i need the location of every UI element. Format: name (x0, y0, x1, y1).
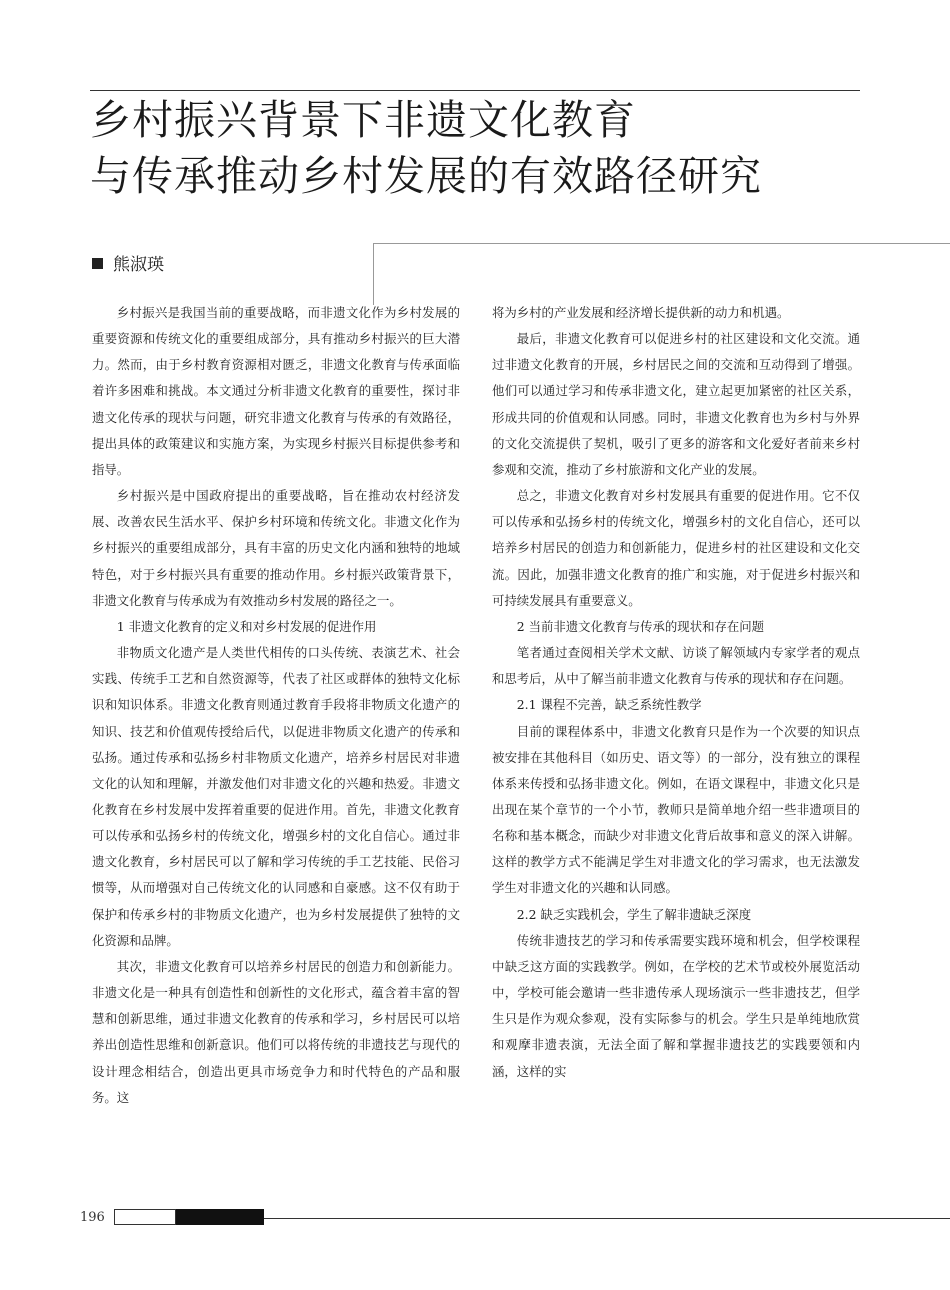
paragraph: 乡村振兴是我国当前的重要战略，而非遗文化作为乡村发展的重要资源和传统文化的重要组成部分，具有推动乡村振兴的巨大潜力。然而，由于乡村教育资源相对匮乏，非遗文化教育与传承面临着许多困难和挑战。本文通过分析非遗文化教育的重要性，探讨非遗文化传承的现状与问题，研究非遗文化教育与传承的有效路径，提出具体的政策建议和实施方案，为实现乡村振兴目标提供参考和指导。 (92, 305, 460, 477)
paragraph: 传统非遗技艺的学习和传承需要实践环境和机会，但学校课程中缺乏这方面的实践教学。例如，在学校的艺术节或校外展览活动中，学校可能会邀请一些非遗传承人现场演示一些非遗技艺，但学生只是作为观众参观，没有实际参与的机会。学生只是单纯地欣赏和观摩非遗表演，无法全面了解和掌握非遗技艺的实践要领和内涵，这样的实 (492, 932, 860, 1079)
paragraph: 最后，非遗文化教育可以促进乡村的社区建设和文化交流。通过非遗文化教育的开展，乡村居民之间的交流和互动得到了增强。他们可以通过学习和传承非遗文化，建立起更加紧密的社区关系，形成共同的价值观和认同感。同时，非遗文化教育也为乡村与外界的文化交流提供了契机，吸引了更多的游客和文化爱好者前来乡村参观和交流，推动了乡村旅游和文化产业的发展。 (492, 331, 860, 477)
page-number: 196 (80, 1210, 105, 1225)
title-line-2: 与传承推动乡村发展的有效路径研究 (90, 152, 762, 200)
paragraph: 其次，非遗文化教育可以培养乡村居民的创造力和创新能力。非遗文化是一种具有创造性和创新性的文化形式，蕴含着丰富的智慧和创新思维，通过非遗文化教育的传承和学习，乡村居民可以培养出创造性思维和创新意识。他们可以将传统的非遗技艺与现代的设计理念相结合，创造出更具市场竞争力和时代特色的产品和服务。这 (92, 958, 460, 1105)
paragraph: 目前的课程体系中，非遗文化教育只是作为一个次要的知识点被安排在其他科目（如历史、语文等）的一部分，没有独立的课程体系来传授和弘扬非遗文化。例如，在语文课程中，非遗文化只是出现在某个章节的一个小节，教师只是简单地介绍一些非遗项目的名称和基本概念，而缺少对非遗文化背后故事和意义的深入讲解。这样的教学方式不能满足学生对非遗文化的学习需求，也无法激发学生对非遗文化的兴趣和认同感。 (492, 723, 860, 896)
left-column (92, 300, 460, 1111)
paragraph: 笔者通过查阅相关学术文献、访谈了解领域内专家学者的观点和思考后，从中了解当前非遗文化教育与传承的现状和存在问题。 (492, 645, 860, 687)
section-heading: 2 当前非遗文化教育与传承的现状和存在问题 (516, 618, 765, 634)
subsection-heading: 2.1 课程不完善，缺乏系统性教学 (516, 697, 702, 713)
subsection-heading: 2.2 缺乏实践机会，学生了解非遗缺乏深度 (516, 906, 752, 922)
article-title (90, 92, 870, 204)
author-name: 熊淑瑛 (113, 255, 164, 275)
section-heading: 1 非遗文化教育的定义和对乡村发展的促进作用 (116, 618, 377, 634)
title-line-1: 乡村振兴背景下非遗文化教育 (90, 96, 636, 144)
paragraph-continuation: 将为乡村的产业发展和经济增长提供新的动力和机遇。 (492, 305, 790, 320)
author-byline (92, 250, 164, 275)
paragraph: 乡村振兴是中国政府提出的重要战略，旨在推动农村经济发展、改善农民生活水平、保护乡村环境和传统文化。非遗文化作为乡村振兴的重要组成部分，具有丰富的历史文化内涵和独特的地域特色，对于乡村振兴具有重要的推动作用。乡村振兴政策背景下，非遗文化教育与传承成为有效推动乡村发展的路径之一。 (92, 488, 460, 608)
footer-bar-block (176, 1209, 264, 1225)
square-bullet-icon (92, 258, 103, 269)
paragraph: 非物质文化遗产是人类世代相传的口头传统、表演艺术、社会实践、传统手工艺和自然资源等，代表了社区或群体的独特文化标识和知识体系。非遗文化教育则通过教育手段将非物质文化遗产的知识、技艺和价值观传授给后代，以促进非物质文化遗产的传承和弘扬。通过传承和弘扬乡村非物质文化遗产，培养乡村居民对非遗文化的认知和理解，并激发他们对非遗文化的兴趣和热爱。非遗文化教育在乡村发展中发挥着重要的促进作用。首先，非遗文化教育可以传承和弘扬乡村的传统文化，增强乡村的文化自信心。通过非遗文化教育，乡村居民可以了解和学习传统的手工艺技能、民俗习惯等，从而增强对自己传统文化的认同感和自豪感。这不仅有助于保护和传承乡村的非物质文化遗产，也为乡村发展提供了独特的文化资源和品牌。 (92, 645, 460, 948)
body-frame-top (373, 243, 950, 244)
title-top-rule (90, 90, 860, 91)
paragraph: 总之，非遗文化教育对乡村发展具有重要的促进作用。它不仅可以传承和弘扬乡村的传统文化，增强乡村的文化自信心，还可以培养乡村居民的创造力和创新能力，促进乡村的社区建设和文化交流。因此，加强非遗文化教育的推广和实施，对于促进乡村振兴和可持续发展具有重要意义。 (492, 488, 860, 608)
right-column (492, 300, 860, 1085)
body-frame-left (373, 243, 374, 305)
footer-box-outline (114, 1209, 176, 1225)
